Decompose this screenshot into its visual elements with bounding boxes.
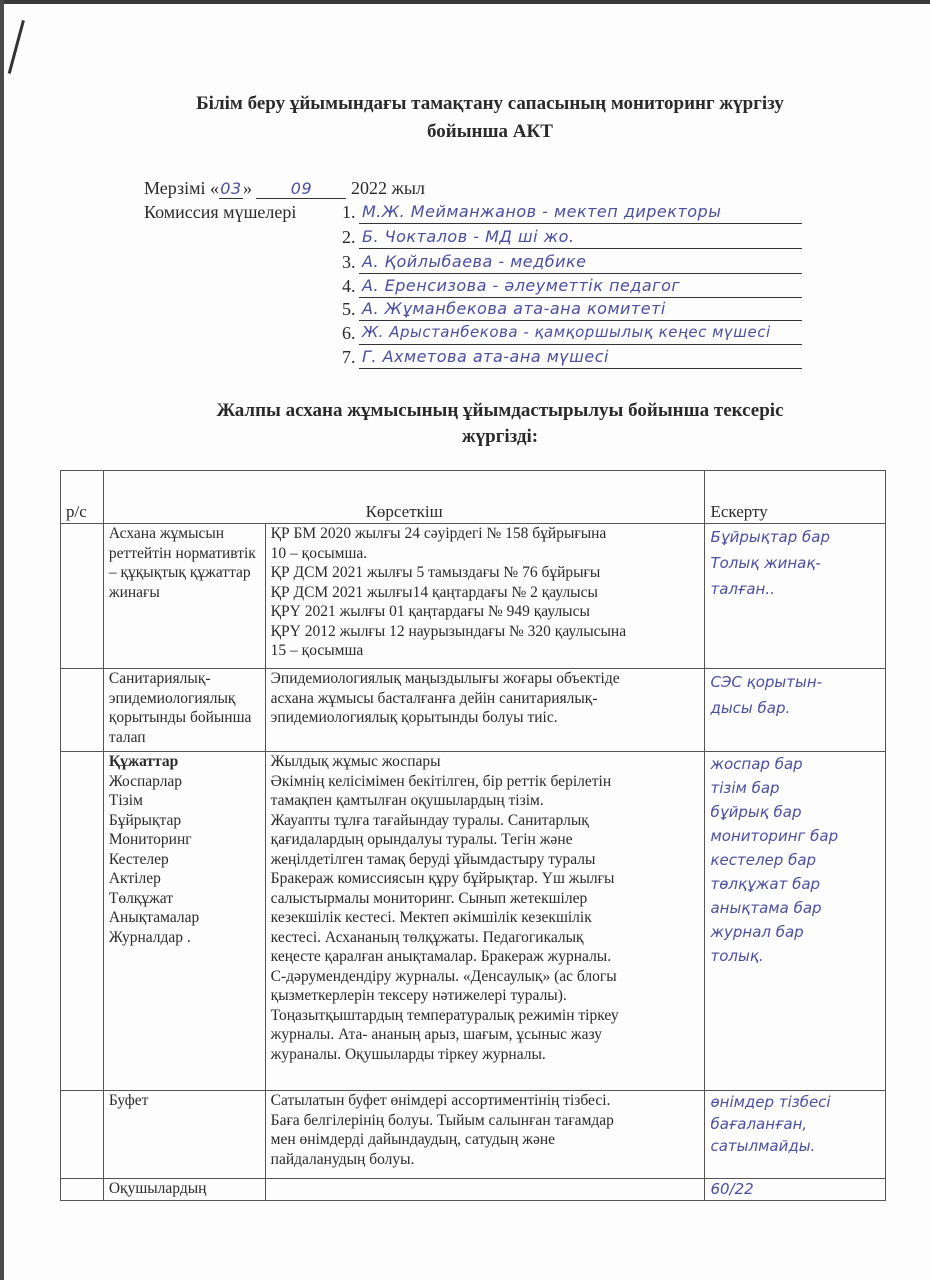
member-num: 3.	[342, 252, 356, 272]
member-name: Ж. Арыстанбекова - қамқоршылық кеңес мүшесі	[362, 323, 771, 341]
row-name: Санитариялық-эпидемиологиялық қорытынды бойынша талап	[103, 669, 265, 752]
desc-line: Тоңазытқыштардың температуралық режимін тіркеу	[270, 1006, 619, 1024]
member-num: 7.	[342, 347, 356, 367]
row-num	[61, 669, 104, 752]
date-close-quote: »	[242, 178, 252, 198]
name-item: Тізім	[108, 792, 143, 809]
desc-line: журналы. Ата- ананың арыз, шағым, ұсыныс жазу	[270, 1026, 603, 1043]
note-line: өнімдер тізбесі	[710, 1093, 831, 1111]
committee-member	[342, 202, 802, 224]
member-name: А. Қойлыбаева - медбике	[362, 252, 587, 271]
note-line: анықтама бар	[710, 899, 822, 917]
row-desc	[265, 669, 705, 752]
row-note	[705, 524, 886, 669]
note-line: бұйрық бар	[710, 803, 802, 821]
desc-line: мен өнімдерді дайындаудың, сатудың және	[270, 1131, 556, 1148]
committee-label: Комиссия мүшелері	[144, 202, 297, 222]
row-name: Буфет	[103, 1091, 265, 1179]
committee-member	[342, 252, 802, 274]
date-year: 2022 жыл	[350, 178, 425, 198]
scan-edge-left	[0, 0, 4, 1280]
desc-line: Эпидемиологиялық маңыздылығы жоғары объектіде	[270, 670, 620, 687]
name-item: Төлқұжат	[108, 889, 174, 907]
desc-line: пайдаланудың болуы.	[270, 1150, 415, 1168]
row-name: Оқушылардың	[103, 1179, 265, 1201]
desc-line: эпидемиологиялық қорытынды болуы тиіс.	[270, 709, 558, 726]
desc-line: асхана жұмысы басталғанға дейін санитариялық-	[270, 689, 598, 707]
row-num	[61, 524, 104, 669]
pen-mark	[8, 20, 25, 74]
desc-line: Сатылатын буфет өнімдері ассортиментінің тізбесі.	[270, 1092, 611, 1109]
date-line	[144, 178, 425, 199]
committee-member	[342, 227, 802, 249]
name-item: Кестелер	[108, 850, 169, 868]
member-num: 4.	[342, 276, 356, 296]
inspection-table	[60, 470, 886, 1201]
committee-member	[342, 276, 802, 298]
row-num	[61, 1091, 104, 1179]
row-note	[705, 1091, 886, 1179]
note-line: Бұйрықтар бар	[710, 528, 830, 546]
name-heading: Құжаттар	[108, 753, 179, 770]
row-num	[61, 1179, 104, 1201]
subtitle-line-2: жүргізді:	[461, 426, 539, 447]
row-name: Асхана жұмысын реттейтін нормативтік – құқықтық құжаттар жинағы	[103, 524, 265, 669]
desc-line: қағидалардың орындалуы туралы. Тегін және	[270, 831, 573, 848]
desc-line: қызметкерлерін тексеру нәтижелері туралы).	[270, 987, 567, 1004]
desc-line: С-дәрумендендіру журналы. «Денсаулық» (ас блогы	[270, 967, 617, 985]
member-num: 6.	[342, 323, 356, 343]
desc-line: жеңілдетілген тамақ беруді ұйымдастыру туралы	[270, 850, 596, 868]
note-line: тізім бар	[710, 779, 780, 797]
header-note: Ескерту	[705, 471, 886, 524]
committee-member	[342, 323, 802, 345]
desc-line: кеңесте қаралған анықтамалар. Бракераж журналы.	[270, 948, 612, 965]
row-desc	[265, 752, 705, 1091]
name-item: Журналдар .	[108, 928, 191, 946]
committee-member	[342, 299, 802, 321]
name-item: Мониторинг	[108, 831, 192, 848]
note-line: мониторинг бар	[710, 827, 839, 845]
document-title	[130, 90, 850, 146]
row-name	[103, 752, 265, 1091]
member-name: Г. Ахметова ата-ана мүшесі	[362, 347, 609, 366]
name-item: Бұйрықтар	[108, 811, 182, 829]
row-note	[705, 669, 886, 752]
desc-line: ҚР БМ 2020 жылғы 24 сәуірдегі № 158 бұйрығына	[270, 525, 607, 542]
desc-line: Баға белгілерінің болуы. Тыйым салынған тағамдар	[270, 1111, 614, 1129]
scan-edge-top	[0, 0, 930, 4]
desc-line: тамақпен қамтылған оқушылардың тізім.	[270, 792, 544, 809]
desc-line: кестесі. Асхананың төлқұжаты. Педагогикалық	[270, 928, 584, 946]
note-line: журнал бар	[710, 923, 804, 941]
row-note	[705, 752, 886, 1091]
desc-line: жураналы. Оқушыларды тіркеу журналы.	[270, 1045, 546, 1063]
table-header-row	[61, 471, 886, 524]
note-line: дысы бар.	[710, 699, 791, 717]
row-num	[61, 752, 104, 1091]
table-row	[61, 1091, 886, 1179]
desc-line: ҚР ДСМ 2021 жылғы14 қаңтардағы № 2 қаулысы	[270, 583, 598, 601]
note-line: жоспар бар	[710, 755, 803, 773]
name-item: Жоспарлар	[108, 772, 183, 790]
row-desc	[265, 1091, 705, 1179]
header-num: р/с	[61, 471, 104, 524]
note-line: 60/22	[710, 1180, 754, 1198]
note-line: сатылмайды.	[710, 1137, 816, 1155]
desc-line: ҚРҮ 2012 жылғы 12 наурызындағы № 320 қаулысына	[270, 622, 627, 640]
desc-line: ҚР ДСМ 2021 жылғы 5 тамыздағы № 76 бұйрығы	[270, 564, 601, 581]
note-line: СЭС қорытын-	[710, 673, 823, 691]
row-desc	[265, 524, 705, 669]
date-day: 03	[220, 179, 242, 198]
desc-line: Әкімнің келісімімен бекітілген, бір реттік берілетін	[270, 772, 612, 790]
note-line: толық.	[710, 947, 764, 965]
desc-line: ҚРҮ 2021 жылғы 01 қаңтардағы № 949 қаулысы	[270, 603, 590, 620]
note-line: Толық жинақ-	[710, 554, 821, 572]
note-line: төлқұжат бар	[710, 875, 821, 893]
title-line-1: Білім беру ұйымындағы тамақтану сапасының мониторинг жүргізу	[196, 93, 784, 114]
name-item: Анықтамалар	[108, 909, 200, 926]
member-num: 5.	[342, 299, 356, 319]
note-line: кестелер бар	[710, 851, 817, 869]
title-line-2: бойынша АКТ	[427, 121, 553, 142]
date-label: Мерзімі «	[144, 178, 219, 198]
desc-line: кезекшілік кестесі. Мектеп әкімшілік кезекшілік	[270, 909, 592, 926]
table-row	[61, 752, 886, 1091]
header-indicator: Көрсеткіш	[103, 471, 705, 524]
row-note	[705, 1179, 886, 1201]
desc-line: 15 – қосымша	[270, 642, 364, 659]
subtitle-line-1: Жалпы асхана жұмысының ұйымдастырылуы бойынша тексеріс	[216, 400, 784, 421]
row-desc	[265, 1179, 705, 1201]
table-row	[61, 1179, 886, 1201]
member-name: А. Жұманбекова ата-ана комитеті	[362, 299, 666, 318]
member-name: А. Еренсизова - әлеуметтік педагог	[362, 276, 681, 295]
member-name: М.Ж. Мейманжанов - мектеп директоры	[362, 202, 722, 221]
committee-member	[342, 347, 802, 369]
member-num: 1.	[342, 202, 356, 222]
note-line: бағаланған,	[710, 1115, 808, 1133]
desc-line: 10 – қосымша.	[270, 544, 368, 562]
note-line: талған..	[710, 580, 775, 598]
name-item: Актілер	[108, 870, 161, 887]
table-row	[61, 669, 886, 752]
member-num: 2.	[342, 227, 356, 247]
date-month: 09	[256, 179, 346, 199]
member-name: Б. Чокталов - МД ші жо.	[362, 227, 575, 246]
desc-line: Жылдық жұмыс жоспары	[270, 753, 441, 770]
desc-line: Бракераж комиссиясын құру бұйрықтар. Үш жылғы	[270, 870, 615, 887]
table-row	[61, 524, 886, 669]
desc-line: салыстырмалы мониторинг. Сынып жетекшілер	[270, 889, 588, 907]
desc-line: Жауапты тұлға тағайындау туралы. Санитарлық	[270, 811, 589, 829]
section-subtitle	[150, 398, 850, 450]
